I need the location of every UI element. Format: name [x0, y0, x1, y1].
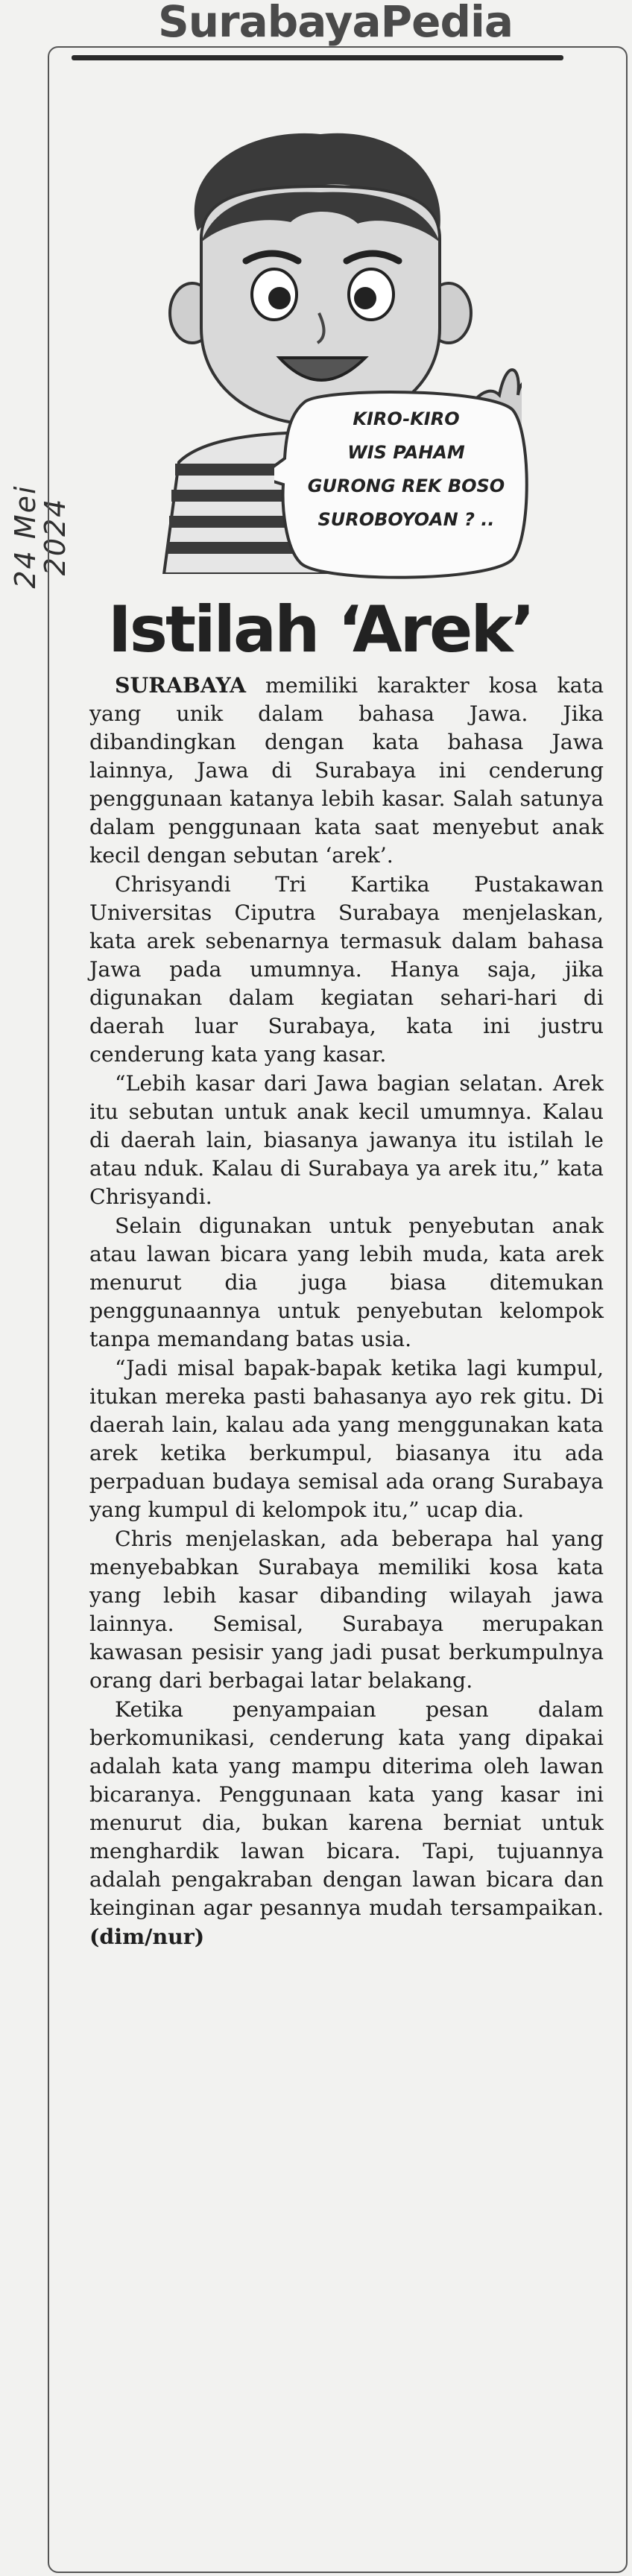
masthead-title: SurabayaPedia	[157, 0, 513, 47]
paragraph-1	[89, 671, 604, 870]
dateline: SURABAYA	[115, 672, 246, 698]
speech-line: WIS PAHAM	[347, 442, 465, 463]
paragraph-2: Chrisyandi Tri Kartika Pustakawan Universitas Ciputra Surabaya menjelaskan, kata arek sebenarnya termasuk dalam bahasa Jawa pada umumnya. Hanya saja, jika digunakan dalam kegiatan sehari-hari di daerah luar Surabaya, kata ini justru cenderung kata yang kasar.	[89, 872, 604, 1067]
speech-bubble-text	[306, 402, 507, 552]
paragraph-text: memiliki karakter kosa kata yang unik dalam bahasa Jawa. Jika dibandingkan dengan kata bahasa Jawa lainnya, Jawa di Surabaya ini cenderung penggunaan katanya lebih kasar. Salah satunya dalam penggunaan kata saat menyebut anak kecil dengan sebutan ‘arek’.	[89, 673, 604, 868]
speech-line: SUROBOYOAN ? ..	[317, 509, 495, 530]
paragraph-7	[89, 1696, 604, 1951]
article-headline: Istilah ‘Arek’	[107, 593, 534, 667]
paragraph-6: Chris menjelaskan, ada beberapa hal yang menyebabkan Surabaya memiliki kosa kata yang lebih kasar dibanding wilayah jawa lainnya. Semisal, Surabaya merupakan kawasan pesisir yang jadi pusat berkumpulnya orang dari berbagai latar belakang.	[89, 1527, 604, 1693]
article-body	[89, 671, 604, 2564]
article-credit: (dim/nur)	[89, 1924, 205, 1949]
handwritten-date: 24 Mei 2024	[9, 484, 72, 589]
speech-line: GURONG REK BOSO	[307, 476, 505, 496]
paragraph-4: Selain digunakan untuk penyebutan anak atau lawan bicara yang lebih muda, kata arek menurut dia juga biasa ditemukan penggunaannya untuk penyebutan kelompok tanpa memandang batas usia.	[89, 1213, 604, 1351]
paragraph-3: “Lebih kasar dari Jawa bagian selatan. Arek itu sebutan untuk anak kecil umumnya. Kalau di daerah lain, biasanya jawanya itu istilah le atau nduk. Kalau di Surabaya ya arek itu,” kata Chrisyandi.	[89, 1071, 604, 1209]
speech-line: KIRO-KIRO	[353, 408, 460, 429]
paragraph-text: Ketika penyampaian pesan dalam berkomunikasi, cenderung kata yang dipakai adalah kata yang mampu diterima oleh lawan bicaranya. Penggunaan kata yang kasar ini menurut dia, bukan karena berniat untuk menghardik lawan bicara. Tapi, tujuannya adalah pengakraban dengan lawan bicara dan keinginan agar pesannya mudah tersampaikan.	[89, 1697, 604, 1920]
paragraph-5: “Jadi misal bapak-bapak ketika lagi kumpul, itukan mereka pasti bahasanya ayo rek gitu. Di daerah lain, kalau ada yang menggunakan kata arek ketika berkumpul, biasanya itu ada perpaduan budaya semisal ada orang Surabaya yang kumpul di kelompok itu,” ucap dia.	[89, 1356, 604, 1522]
